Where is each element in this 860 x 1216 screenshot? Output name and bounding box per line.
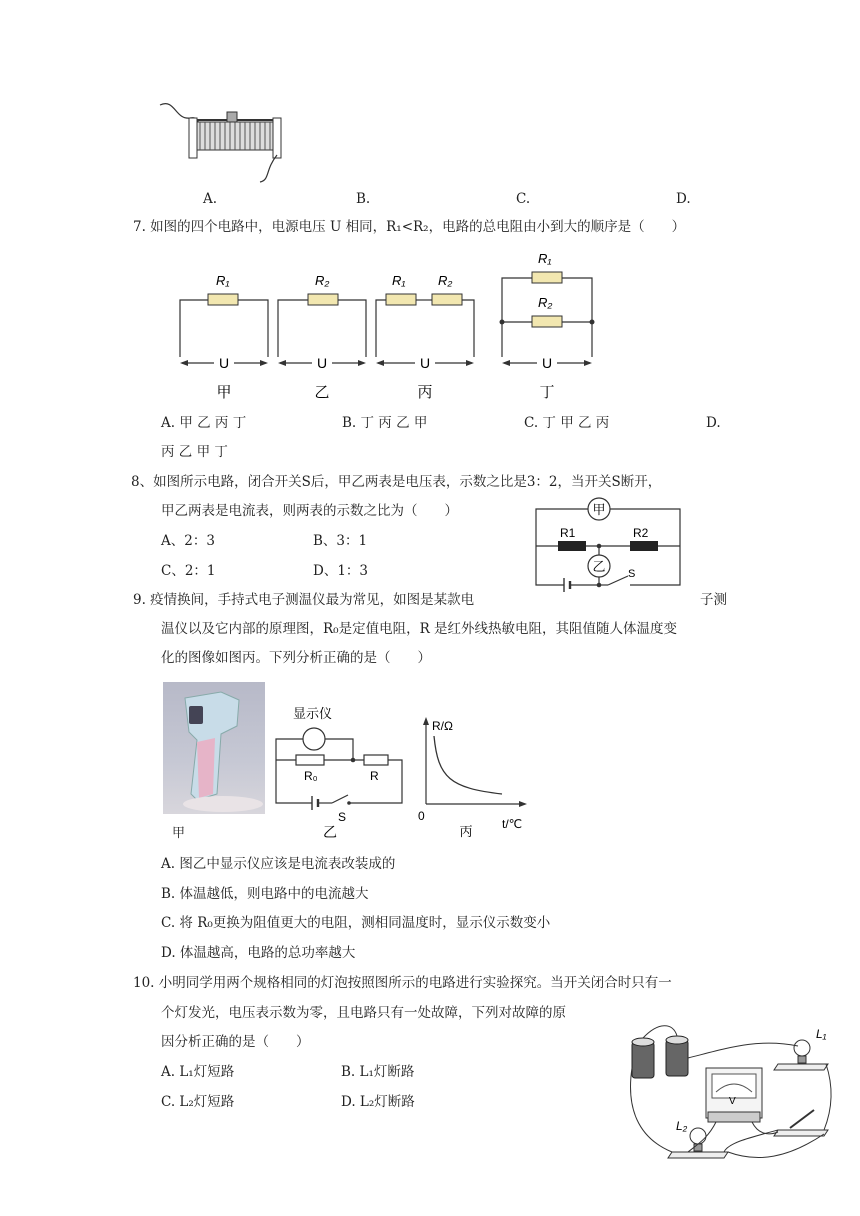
q9-fig-jia-caption: 甲 bbox=[172, 826, 186, 841]
q9-switch-label: S bbox=[338, 810, 347, 824]
q10-stem-line2: 个灯发光，电压表示数为零，且电路只有一处故障，下列对故障的原 bbox=[161, 1005, 566, 1021]
circuit-bing-r2: R₂ bbox=[438, 273, 453, 288]
q8-option-d: D、1：3 bbox=[313, 563, 369, 579]
q7-circuits bbox=[170, 245, 610, 405]
q7-option-a: A. 甲 乙 丙 丁 bbox=[161, 415, 247, 431]
circuit-jia-caption: 甲 bbox=[216, 384, 232, 401]
q9-stem-line1-b: 子测 bbox=[700, 592, 727, 608]
q10-l2-label: L₂ bbox=[676, 1119, 688, 1133]
q9-circuit bbox=[268, 700, 408, 840]
q10-option-d: D. L₂灯断路 bbox=[341, 1094, 415, 1110]
q9-stem-line3: 化的图像如图丙。下列分析正确的是（ ） bbox=[161, 650, 431, 666]
q9-option-d: D. 体温越高，电路的总功率越大 bbox=[161, 945, 356, 961]
circuit-ding bbox=[500, 251, 595, 401]
q10-apparatus bbox=[628, 1018, 840, 1170]
q10-option-a: A. L₁灯短路 bbox=[161, 1064, 235, 1080]
circuit-bing-r1: R₁ bbox=[392, 273, 406, 288]
circuit-jia-u: U bbox=[218, 355, 230, 371]
q7-option-b: B. 丁 丙 乙 甲 bbox=[342, 415, 428, 431]
q10-option-c: C. L₂灯短路 bbox=[161, 1094, 235, 1110]
q9-option-c: C. 将 R₀更换为阻值更大的电阻，测相同温度时，显示仪示数变小 bbox=[161, 915, 551, 931]
q9-r0-label: R₀ bbox=[304, 769, 318, 783]
circuit-ding-caption: 丁 bbox=[539, 384, 555, 401]
q8-r2-label: R2 bbox=[633, 526, 649, 540]
q8-stem-line2: 甲乙两表是电流表，则两表的示数之比为（ ） bbox=[161, 503, 458, 519]
q7-option-d-content: 丙 乙 甲 丁 bbox=[161, 444, 228, 460]
q9-display-label: 显示仪 bbox=[293, 706, 333, 721]
circuit-ding-r2: R₂ bbox=[538, 295, 553, 310]
q8-option-b: B、3：1 bbox=[313, 533, 368, 549]
q10-option-b: B. L₁灯断路 bbox=[341, 1064, 415, 1080]
q9-option-a: A. 图乙中显示仪应该是电流表改装成的 bbox=[161, 856, 396, 872]
q9-fig-yi-caption: 乙 bbox=[323, 824, 337, 840]
q9-stem-line1-a: 9. 疫情换间，手持式电子测温仪最为常见，如图是某款电 bbox=[133, 592, 475, 608]
q9-fig-bing-caption: 丙 bbox=[459, 824, 473, 839]
circuit-yi-caption: 乙 bbox=[314, 384, 330, 401]
q8-option-c: C、2：1 bbox=[161, 563, 216, 579]
circuit-yi-r: R₂ bbox=[315, 273, 330, 288]
q8-switch-label: S bbox=[628, 568, 636, 580]
q8-stem-line1: 8、如图所示电路，闭合开关S后，甲乙两表是电压表，示数之比是3：2，当开关S断开， bbox=[131, 474, 662, 490]
q7-option-d: D. bbox=[706, 415, 721, 431]
circuit-jia-r: R₁ bbox=[216, 273, 230, 288]
q8-r1-label: R1 bbox=[560, 526, 576, 540]
q7-stem: 7. 如图的四个电路中，电源电压 U 相同，R₁<R₂，电路的总电阻由小到大的顺序是（ ） bbox=[133, 219, 686, 235]
circuit-ding-u: U bbox=[541, 355, 553, 371]
q8-meter-top: 甲 bbox=[592, 502, 606, 517]
q10-stem-line1: 10. 小明同学用两个规格相同的灯泡按照图所示的电路进行实验探究。当开关闭合时只有一 bbox=[133, 975, 672, 991]
circuit-yi-u: U bbox=[316, 355, 328, 371]
q9-graph bbox=[410, 712, 535, 840]
q8-option-a: A、2：3 bbox=[161, 533, 215, 549]
q8-circuit bbox=[530, 493, 690, 593]
circuit-yi bbox=[278, 273, 366, 401]
q7-option-c: C. 丁 甲 乙 丙 bbox=[524, 415, 610, 431]
q9-r-label: R bbox=[370, 769, 379, 783]
circuit-ding-r1: R₁ bbox=[538, 251, 552, 266]
q6-option-b: B. bbox=[356, 191, 371, 207]
q10-meter-label: V bbox=[729, 1096, 736, 1107]
rheostat-image bbox=[155, 100, 295, 185]
thermometer-photo bbox=[163, 682, 265, 814]
q10-l1-label: L₁ bbox=[816, 1027, 827, 1041]
q9-graph-xlabel: t/℃ bbox=[502, 817, 523, 831]
circuit-bing bbox=[376, 273, 474, 401]
q9-graph-ylabel: R/Ω bbox=[432, 719, 453, 733]
q9-graph-origin: 0 bbox=[418, 809, 425, 823]
circuit-bing-u: U bbox=[419, 355, 431, 371]
q8-meter-mid: 乙 bbox=[592, 559, 606, 574]
circuit-jia bbox=[180, 273, 268, 401]
q6-option-a: A. bbox=[203, 191, 218, 207]
q9-stem-line2: 温仪以及它内部的原理图，R₀是定值电阻，R 是红外线热敏电阻，其阻值随人体温度变 bbox=[161, 621, 678, 637]
q10-stem-line3: 因分析正确的是（ ） bbox=[161, 1034, 310, 1050]
q9-option-b: B. 体温越低，则电路中的电流越大 bbox=[161, 886, 369, 902]
circuit-bing-caption: 丙 bbox=[417, 384, 433, 401]
q6-option-c: C. bbox=[516, 191, 531, 207]
q6-option-d: D. bbox=[676, 191, 691, 207]
